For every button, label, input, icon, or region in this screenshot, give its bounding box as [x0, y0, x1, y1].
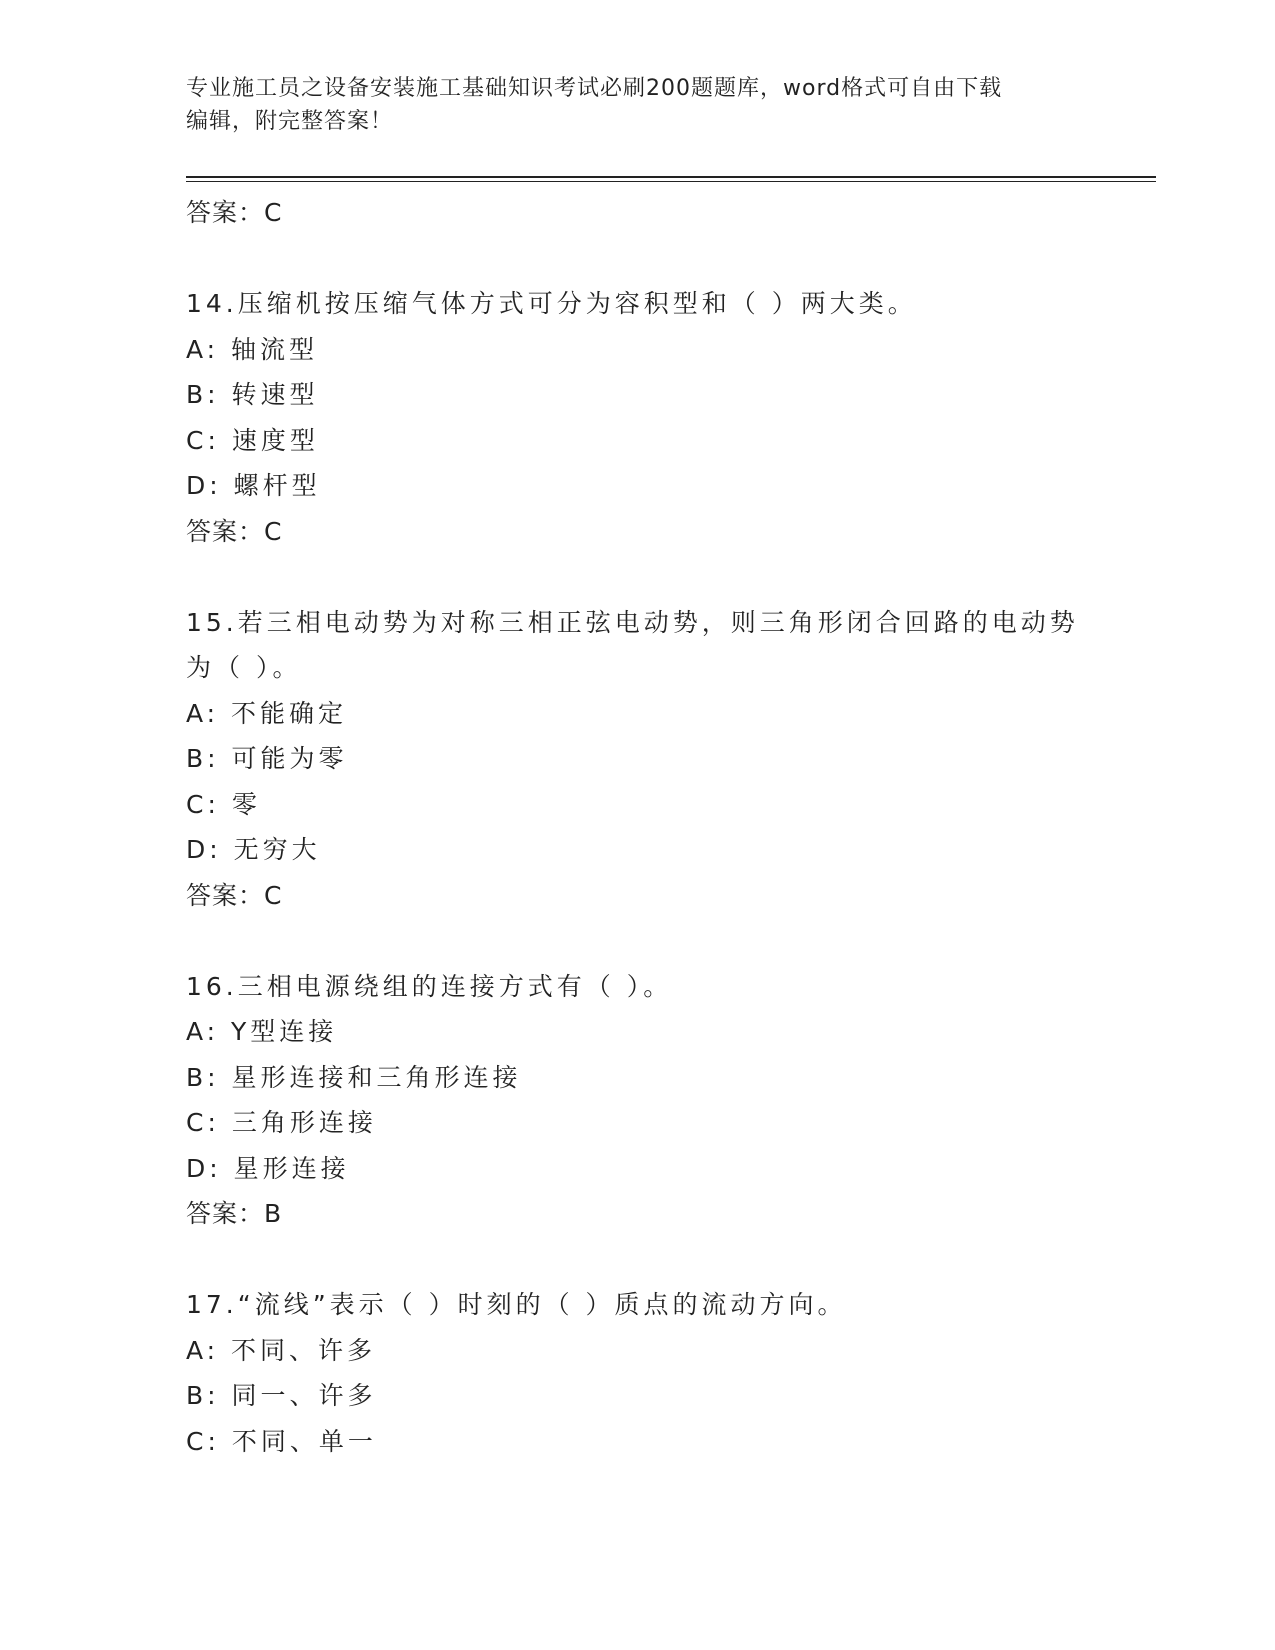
option-a: A: 轴流型 [186, 334, 319, 364]
question-stem-line-2: 为（ ）。 [186, 653, 302, 682]
option-b: B: 可能为零 [186, 744, 348, 773]
option-b: B: 星形连接和三角形连接 [186, 1062, 522, 1092]
question-16 [186, 964, 1086, 1237]
option-d: D: 无穷大 [186, 835, 321, 864]
answer-line: 答案：B [186, 1199, 283, 1228]
question-stem: 14.压缩机按压缩气体方式可分为容积型和（ ）两大类。 [186, 289, 917, 318]
spacer [186, 1237, 1086, 1283]
spacer [186, 554, 1086, 600]
header-divider-thick [186, 176, 1156, 178]
answer-line: 答案：C [186, 516, 283, 546]
option-c: C: 零 [186, 789, 261, 819]
answer-line: 答案：C [186, 198, 283, 227]
option-c: C: 速度型 [186, 425, 319, 455]
question-15 [186, 600, 1086, 919]
header-title-line-1: 专业施工员之设备安装施工基础知识考试必刷200题题库，word格式可自由下载 [186, 76, 1003, 101]
question-stem-line-1: 15.若三相电动势为对称三相正弦电动势，则三角形闭合回路的电动势 [186, 607, 1079, 637]
spacer [186, 918, 1086, 964]
option-a: A: 不能确定 [186, 698, 348, 728]
header-divider-thin [186, 181, 1156, 182]
answer-line: 答案：C [186, 880, 283, 910]
question-14 [186, 281, 1086, 554]
option-c: C: 不同、单一 [186, 1426, 377, 1456]
option-b: B: 转速型 [186, 380, 319, 409]
question-stem: 17.“流线”表示（ ）时刻的（ ）质点的流动方向。 [186, 1290, 847, 1319]
document-header [186, 72, 1066, 138]
spacer [186, 236, 1086, 282]
question-17 [186, 1282, 1086, 1464]
option-d: D: 螺杆型 [186, 471, 321, 500]
option-c: C: 三角形连接 [186, 1108, 377, 1137]
option-b: B: 同一、许多 [186, 1381, 377, 1410]
question-list [186, 190, 1086, 1464]
header-title-line-2: 编辑，附完整答案！ [186, 109, 394, 134]
document-page [186, 0, 1156, 1650]
option-d: D: 星形连接 [186, 1153, 350, 1183]
option-a: A: 不同、许多 [186, 1335, 377, 1365]
option-a: A: Y型连接 [186, 1017, 338, 1046]
question-stem: 16.三相电源绕组的连接方式有（ ）。 [186, 971, 673, 1001]
